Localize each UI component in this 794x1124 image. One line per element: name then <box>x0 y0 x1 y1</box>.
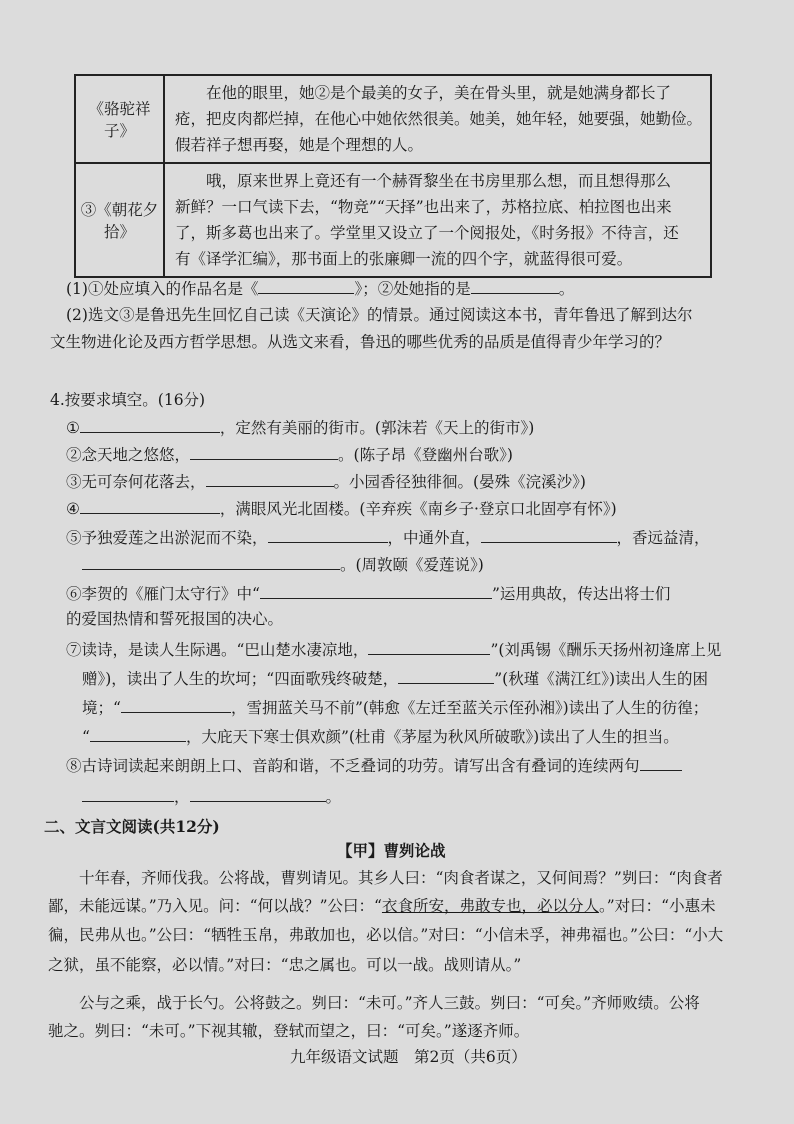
q4-item-2: ②念天地之悠悠， 。(陈子昂《登幽州台歌》) <box>66 443 513 463</box>
answer-blank[interactable] <box>90 725 186 742</box>
passage-line: 之狱，虽不能察，必以情。”对曰：“忠之属也。可以一战。战则请从。” <box>48 956 522 974</box>
underlined-phrase: 衣食所安，弗敢专也，必以分人 <box>381 897 599 915</box>
q4-item-8: ⑧古诗词读起来朗朗上口、音韵和谐，不乏叠词的功劳。请写出含有叠词的连续两句 <box>66 754 682 774</box>
passage-line: 十年春，齐师伐我。公将战，曹刿请见。其乡人曰：“肉食者谋之，又何间焉？”刿曰：“肉食者 <box>48 869 723 887</box>
answer-blank[interactable] <box>80 416 220 433</box>
q4-item-7-cont1: 赠》)，读出了人生的坎坷；“四面歌残终破楚， ”(秋瑾《满江红》)读出人生的困 <box>82 667 708 687</box>
q3-sub2-cont: 文生物进化论及西方哲学思想。从选文来看，鲁迅的哪些优秀的品质是值得青少年学习的？ <box>50 333 671 351</box>
table-row <box>75 75 711 163</box>
q4-item-4: ④ ，满眼风光北固楼。(辛弃疾《南乡子·登京口北固亭有怀》) <box>66 497 617 517</box>
passage-title: 【甲】曹刿论战 <box>337 841 446 860</box>
excerpt-cell: 哦，原来世界上竟还有一个赫胥黎坐在书房里那么想，而且想得那么 新鲜？一口气读下去，“物竞”“天择”也出来了，苏格拉底、柏拉图也出来 了，斯多葛也出来了。学堂里又设立了一个阅报处，《时务报》不待言，还 有《译学汇编》，那书面上的张廉卿一流的四个字，就蓝得很可爱。 <box>164 163 711 277</box>
q4-item-7-cont3: “ ，大庇天下寒士俱欢颜”(杜甫《茅屋为秋风所破歌》)读出了人生的担当。 <box>82 725 679 745</box>
section-heading: 二、文言文阅读(共12分) <box>44 817 220 836</box>
q4-heading: 4.按要求填空。(16分) <box>50 391 206 409</box>
answer-blank[interactable] <box>471 277 559 294</box>
answer-blank[interactable] <box>258 277 354 294</box>
excerpt-cell: 在他的眼里，她②是个最美的女子，美在骨头里，就是她满身都长了 疮，把皮肉都烂掉，在他心中她依然很美。她美，她年轻，她要强，她勤俭。 假若祥子想再娶，她是个理想的人。 <box>164 75 711 163</box>
q4-item-6-cont: 的爱国热情和誓死报国的决心。 <box>66 610 284 628</box>
passage-line: 驰之。刿曰：“未可。”下视其辙，登轼而望之，曰：“可矣。”遂逐齐师。 <box>48 1022 530 1040</box>
answer-blank[interactable] <box>190 785 326 802</box>
answer-blank[interactable] <box>121 696 231 713</box>
passage-line: 鄙，未能远谋。”乃入见。问：“何以战？”公曰：“衣食所安，弗敢专也，必以分人。”对曰：“小惠未 <box>48 897 716 915</box>
answer-blank[interactable] <box>640 754 682 771</box>
answer-blank[interactable] <box>190 443 338 460</box>
q4-item-1: ① ，定然有美丽的街市。(郭沫若《天上的街市》) <box>66 416 534 436</box>
table-row <box>75 163 711 277</box>
answer-blank[interactable] <box>368 638 490 655</box>
answer-blank[interactable] <box>268 526 388 543</box>
passage-line: 公与之乘，战于长勺。公将鼓之。刿曰：“未可。”齐人三鼓。刿曰：“可矣。”齐师败绩。公将 <box>48 994 700 1012</box>
answer-blank[interactable] <box>260 582 492 599</box>
answer-blank[interactable] <box>481 526 617 543</box>
passage-line: 徧，民弗从也。”公曰：“牺牲玉帛，弗敢加也，必以信。”对曰：“小信未孚，神弗福也。”公曰：“小大 <box>48 926 724 944</box>
excerpt-table <box>74 74 712 278</box>
page-footer: 九年级语文试题 第2页（共6页） <box>290 1048 527 1066</box>
q4-item-6: ⑥李贺的《雁门太守行》中“ ”运用典故，传达出将士们 <box>66 582 670 602</box>
answer-blank[interactable] <box>206 470 334 487</box>
q3-sub2: (2)选文③是鲁迅先生回忆自己读《天演论》的情景。通过阅读这本书，青年鲁迅了解到达尔 <box>66 306 693 324</box>
q4-item-3: ③无可奈何花落去， 。小园香径独徘徊。(晏殊《浣溪沙》) <box>66 470 586 490</box>
q4-item-5: ⑤予独爱莲之出淤泥而不染， ，中通外直， ，香远益清， <box>66 526 710 546</box>
q4-item-7: ⑦读诗，是读人生际遇。“巴山楚水凄凉地， ”(刘禹锡《酬乐天扬州初逢席上见 <box>66 638 721 658</box>
answer-blank[interactable] <box>82 785 174 802</box>
q4-item-7-cont2: 境；“ ，雪拥蓝关马不前”(韩愈《左迁至蓝关示侄孙湘》)读出了人生的彷徨； <box>82 696 708 716</box>
q4-item-5-cont: 。(周敦颐《爱莲说》) <box>82 553 484 573</box>
q4-item-8-cont: ， 。 <box>82 785 341 805</box>
answer-blank[interactable] <box>80 497 220 514</box>
book-title-cell: ③《朝花夕拾》 <box>75 163 164 277</box>
answer-blank[interactable] <box>82 553 340 570</box>
book-title-cell: 《骆驼祥子》 <box>75 75 164 163</box>
answer-blank[interactable] <box>398 667 494 684</box>
q3-sub1: (1)①处应填入的作品名是《 》；②处她指的是 。 <box>66 277 574 297</box>
